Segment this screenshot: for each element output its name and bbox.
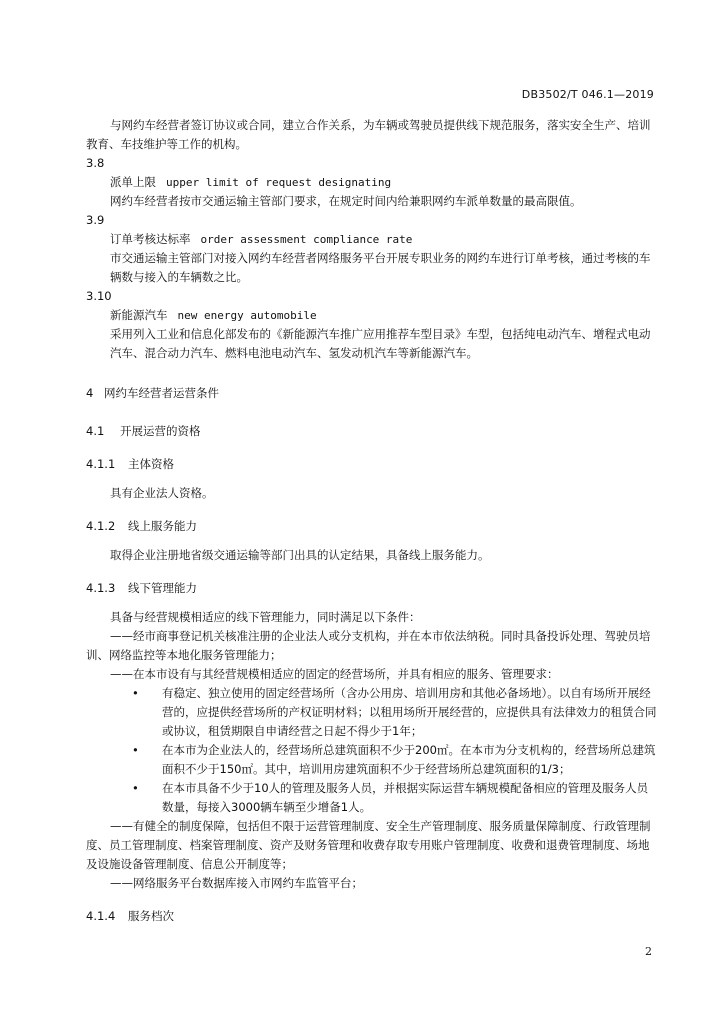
section-heading-4-1-1 — [86, 455, 658, 474]
page-number: 2 — [645, 945, 652, 958]
term-en: order assessment compliance rate — [200, 233, 413, 246]
section-title: 服务档次 — [128, 909, 174, 923]
dash-item: ——经市商事登记机关核准注册的企业法人或分支机构，并在本市依法纳税。同时具备投诉处理、驾驶员培训、网络监控等本地化服务管理能力； — [86, 629, 651, 662]
term-heading — [86, 306, 658, 325]
term-number: 3.9 — [86, 213, 105, 227]
term-heading — [86, 173, 658, 192]
section-title: 线上服务能力 — [128, 519, 197, 533]
section-number: 4.1 — [86, 424, 105, 438]
term-definition: 市交通运输主管部门对接入网约车经营者网络服务平台开展专职业务的网约车进行订单考核，通过考核的车辆数与接入的车辆数之比。 — [110, 251, 651, 284]
page-content — [86, 116, 658, 926]
section-heading-4-1-2 — [86, 517, 658, 536]
section-number: 4.1.2 — [86, 519, 116, 533]
bullet-list — [86, 684, 658, 817]
dash-item: ——网络服务平台数据库接入市网约车监管平台； — [110, 876, 363, 890]
dash-item: ——在本市设有与其经营规模相适应的固定的经营场所，并具有相应的服务、管理要求： — [110, 667, 559, 681]
section-body: 具有企业法人资格。 — [110, 486, 214, 500]
term-definition: 采用列入工业和信息化部发布的《新能源汽车推广应用推荐车型目录》车型，包括纯电动汽车、增程式电动汽车、混合动力汽车、燃料电池电动汽车、氢发动机汽车等新能源汽车。 — [110, 327, 651, 360]
section-number: 4.1.1 — [86, 457, 116, 471]
bullet-text: 有稳定、独立使用的固定经营场所（含办公用房、培训用房和其他必备场地）。以自有场所开展经营的，应提供经营场所的产权证明材料；以租用场所开展经营的，应提供具有法律效力的租赁合同或协议，租赁期限自申请经营之日起不得少于1年； — [162, 686, 657, 738]
term-zh: 新能源汽车 — [110, 308, 168, 322]
section-title: 主体资格 — [128, 457, 174, 471]
term-heading — [86, 230, 658, 249]
term-zh: 派单上限 — [110, 175, 156, 189]
section-lead: 具备与经营规模相适应的线下管理能力，同时满足以下条件： — [110, 610, 421, 624]
standard-code: DB3502/T 046.1—2019 — [521, 88, 654, 101]
section-heading-4-1-3 — [86, 579, 658, 598]
term-en: new energy automobile — [177, 309, 317, 322]
section-number: 4.1.4 — [86, 909, 116, 923]
bullet-symbol: • — [132, 743, 139, 757]
term-number: 3.10 — [86, 289, 112, 303]
dash-item: ——有健全的制度保障，包括但不限于运营管理制度、安全生产管理制度、服务质量保障制度、行政管理制度、员工管理制度、档案管理制度、资产及财务管理和收费存取专用账户管理制度、收费和退费管理制度、场地及设施设备管理制度、信息公开制度等； — [86, 819, 651, 871]
bullet-text: 在本市为企业法人的，经营场所总建筑面积不少于200㎡。在本市为分支机构的，经营场所总建筑面积不少于150㎡。其中，培训用房建筑面积不少于经营场所总建筑面积的1/3； — [162, 743, 656, 776]
section-heading-4 — [86, 384, 658, 403]
section-title: 线下管理能力 — [128, 581, 197, 595]
section-heading-4-1-4 — [86, 907, 658, 926]
intro-paragraph: 与网约车经营者签订协议或合同，建立合作关系，为车辆或驾驶员提供线下规范服务，落实安全生产、培训教育、车技维护等工作的机构。 — [86, 118, 651, 151]
bullet-symbol: • — [132, 686, 139, 700]
section-body: 取得企业注册地省级交通运输等部门出具的认定结果，具备线上服务能力。 — [110, 548, 490, 562]
bullet-text: 在本市具备不少于10人的管理及服务人员，并根据实际运营车辆规模配备相应的管理及服务人员数量，每接入3000辆车辆至少增备1人。 — [162, 781, 649, 814]
term-number: 3.8 — [86, 156, 105, 170]
section-number: 4 — [86, 386, 94, 400]
section-title: 网约车经营者运营条件 — [104, 386, 219, 400]
section-number: 4.1.3 — [86, 581, 116, 595]
bullet-item — [132, 779, 658, 817]
section-heading-4-1 — [86, 422, 658, 441]
term-definition: 网约车经营者按市交通运输主管部门要求，在规定时间内给兼职网约车派单数量的最高限值。 — [110, 194, 582, 208]
term-en: upper limit of request designating — [166, 176, 392, 189]
section-title: 开展运营的资格 — [120, 424, 201, 438]
term-zh: 订单考核达标率 — [110, 232, 191, 246]
bullet-item — [132, 741, 658, 779]
bullet-item — [132, 684, 658, 741]
bullet-symbol: • — [132, 781, 139, 795]
